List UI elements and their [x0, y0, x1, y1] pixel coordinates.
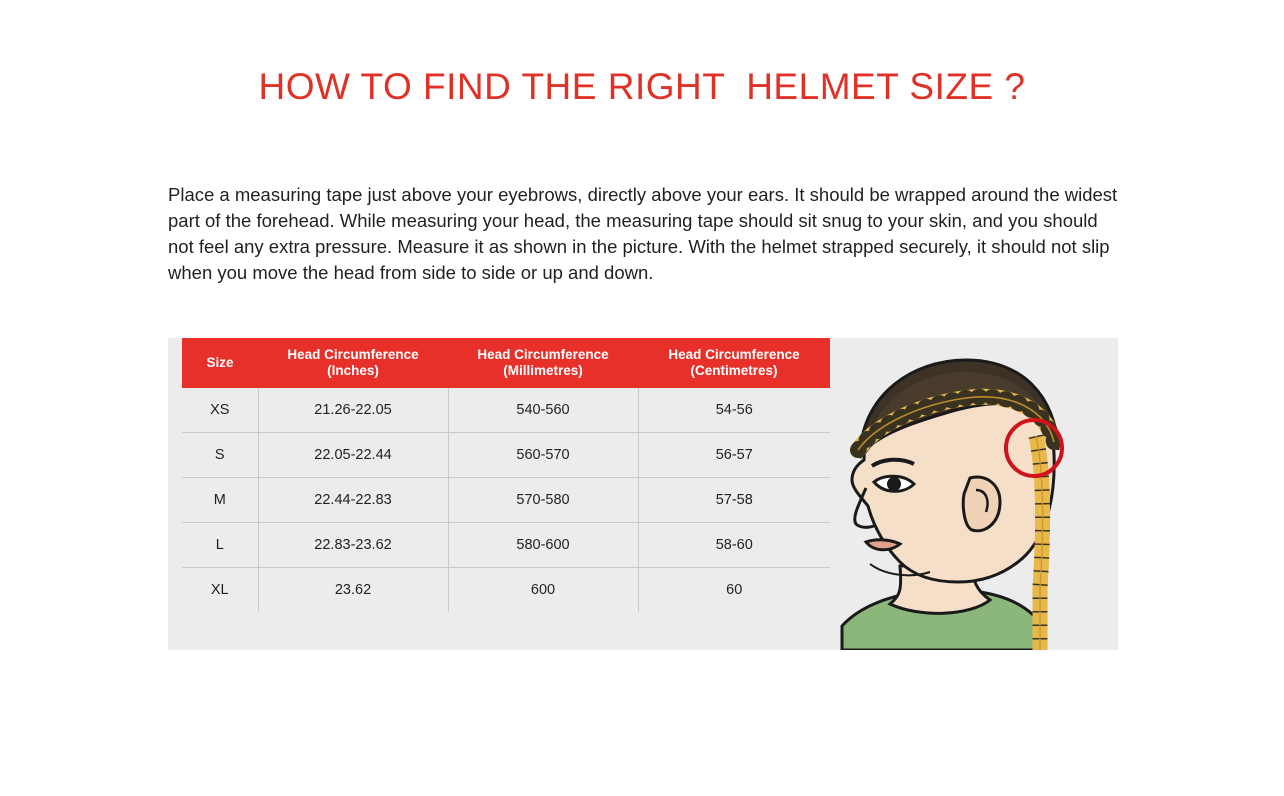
cell-size: XS: [182, 388, 258, 433]
cell-millimetres: 540-560: [448, 388, 638, 433]
column-header-centimetres: [638, 338, 830, 388]
size-chart-panel: [168, 338, 1118, 650]
cell-centimetres: 58-60: [638, 523, 830, 568]
cell-centimetres: 54-56: [638, 388, 830, 433]
column-header-size: [182, 338, 258, 388]
table-row: [182, 478, 830, 523]
table-row: [182, 388, 830, 433]
table-header-row: [182, 338, 830, 388]
cell-size: L: [182, 523, 258, 568]
table-row: [182, 433, 830, 478]
cell-millimetres: 560-570: [448, 433, 638, 478]
cell-inches: 22.83-23.62: [258, 523, 448, 568]
cell-inches: 22.05-22.44: [258, 433, 448, 478]
cell-inches: 21.26-22.05: [258, 388, 448, 433]
cell-size: S: [182, 433, 258, 478]
column-header-inches-main: Head Circumference: [287, 347, 419, 362]
cell-millimetres: 600: [448, 568, 638, 613]
column-header-inches: [258, 338, 448, 388]
table-row: [182, 568, 830, 613]
cell-centimetres: 56-57: [638, 433, 830, 478]
table-row: [182, 523, 830, 568]
cell-inches: 22.44-22.83: [258, 478, 448, 523]
column-header-inches-sub: (Inches): [327, 363, 379, 378]
helmet-size-table: [182, 338, 830, 612]
instructions-paragraph: Place a measuring tape just above your eyebrows, directly above your ears. It should be wrapped around the widest part of the forehead. While measuring your head, the measuring tape should sit snug to your skin, and you should not feel any extra pressure. Measure it as shown in the picture. With the helmet strapped securely, it should not slip when you move the head from side to side or up and down.: [168, 184, 1118, 283]
column-header-millimetres: [448, 338, 638, 388]
head-measurement-illustration: [830, 338, 1118, 650]
column-header-millimetres-sub: (Millimetres): [503, 363, 583, 378]
page-title: HOW TO FIND THE RIGHT HELMET SIZE ?: [258, 66, 1026, 107]
column-header-centimetres-main: Head Circumference: [668, 347, 800, 362]
cell-centimetres: 60: [726, 582, 743, 598]
column-header-millimetres-main: Head Circumference: [477, 347, 609, 362]
cell-millimetres: 580-600: [448, 523, 638, 568]
cell-size: M: [182, 478, 258, 523]
cell-centimetres: 57-58: [638, 478, 830, 523]
cell-millimetres: 570-580: [448, 478, 638, 523]
column-header-size-main: Size: [206, 355, 234, 370]
cell-size: XL: [182, 568, 258, 613]
cell-inches: 23.62: [258, 568, 448, 613]
column-header-centimetres-sub: (Centimetres): [690, 363, 778, 378]
